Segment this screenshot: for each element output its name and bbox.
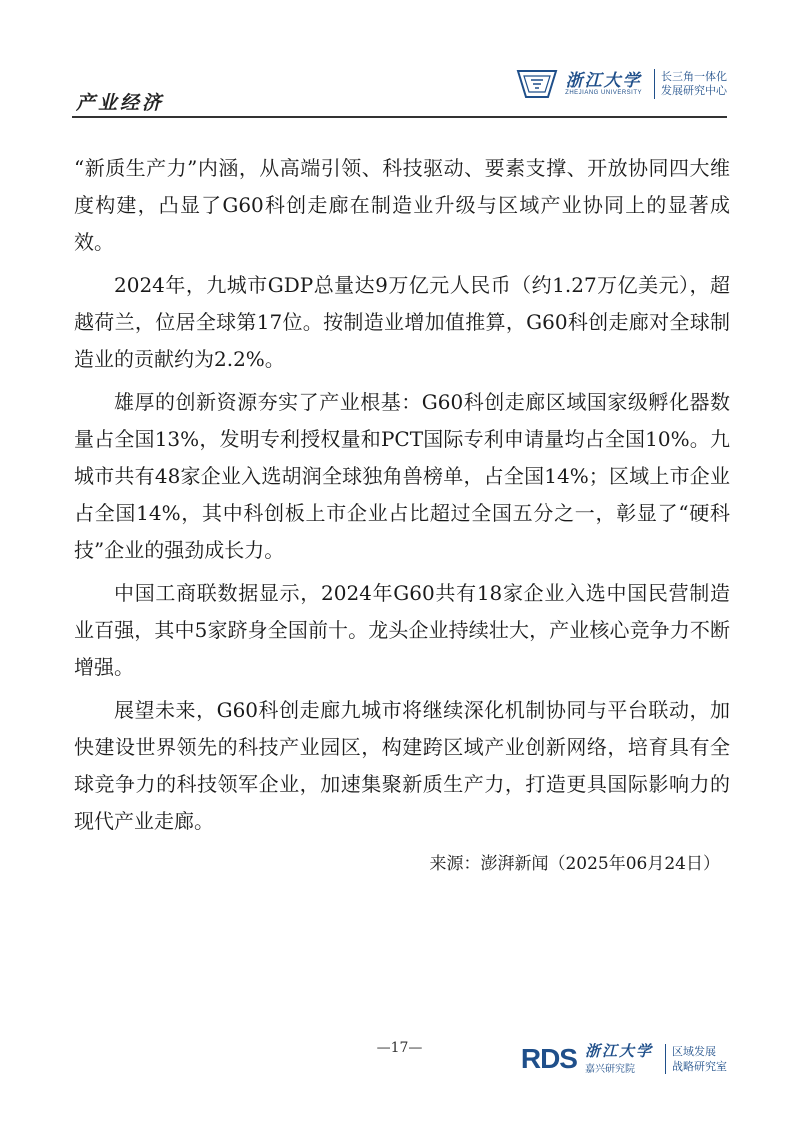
paragraph: 中国工商联数据显示，2024年G60共有18家企业入选中国民营制造业百强，其中5家跻身全国前十。龙头企业持续壮大，产业核心竞争力不断增强。 xyxy=(74,581,730,679)
rds-logo-icon xyxy=(521,1043,577,1075)
logo-divider xyxy=(654,69,655,99)
center-name-line2: 发展研究中心 xyxy=(661,84,727,97)
zju-emblem-icon xyxy=(515,67,559,101)
center-name xyxy=(661,70,727,98)
section-title: 产业经济 xyxy=(76,92,165,114)
paragraph: 2024年，九城市GDP总量达9万亿元人民币（约1.27万亿美元），超越荷兰，位居全球第17位。按制造业增加值推算，G60科创走廊对全球制造业的贡献约为2.2%。 xyxy=(74,273,730,371)
footer-logo xyxy=(521,1043,727,1075)
article-body xyxy=(74,150,730,883)
footer-institute: 嘉兴研究院 xyxy=(584,1064,635,1075)
paragraph: “新质生产力”内涵，从高端引领、科技驱动、要素支撑、开放协同四大维度构建，凸显了G60科创走廊在制造业升级与区域产业协同上的显著成效。 xyxy=(74,156,730,254)
center-name-line1: 长三角一体化 xyxy=(661,70,727,83)
university-name-cn: 浙江大学 xyxy=(565,71,642,91)
page-header xyxy=(72,58,727,118)
header-logo xyxy=(515,64,727,104)
source-citation: 来源：澎湃新闻（2025年06月24日） xyxy=(429,854,720,874)
university-name-en: ZHEJIANG UNIVERSITY xyxy=(565,90,642,96)
paragraph: 雄厚的创新资源夯实了产业根基：G60科创走廊区域国家级孵化器数量占全国13%，发明专利授权量和PCT国际专利申请量均占全国10%。九城市共有48家企业入选胡润全球独角兽榜单，占全国14%；区域上市企业占全国14%，其中科创板上市企业占比超过全国五分之一，彰显了“硬科技”企业的强劲成长力。 xyxy=(74,390,730,562)
footer-dept-line2: 战略研究室 xyxy=(672,1060,727,1073)
footer-dept xyxy=(672,1044,727,1074)
footer-university-name: 浙江大学 xyxy=(584,1042,653,1060)
footer-divider xyxy=(665,1044,666,1074)
footer-dept-line1: 区域发展 xyxy=(672,1045,716,1058)
page-number: —17— xyxy=(376,1040,423,1056)
rds-text: RDS xyxy=(520,1043,577,1074)
paragraph: 展望未来，G60科创走廊九城市将继续深化机制协同与平台联动，加快建设世界领先的科技产业园区，构建跨区域产业创新网络，培育具有全球竞争力的科技领军企业，加速集聚新质生产力，打造更具国际影响力的现代产业走廊。 xyxy=(74,698,730,833)
footer-zju-block xyxy=(585,1043,653,1075)
zju-wordmark xyxy=(565,72,642,96)
header-rule xyxy=(72,116,727,118)
